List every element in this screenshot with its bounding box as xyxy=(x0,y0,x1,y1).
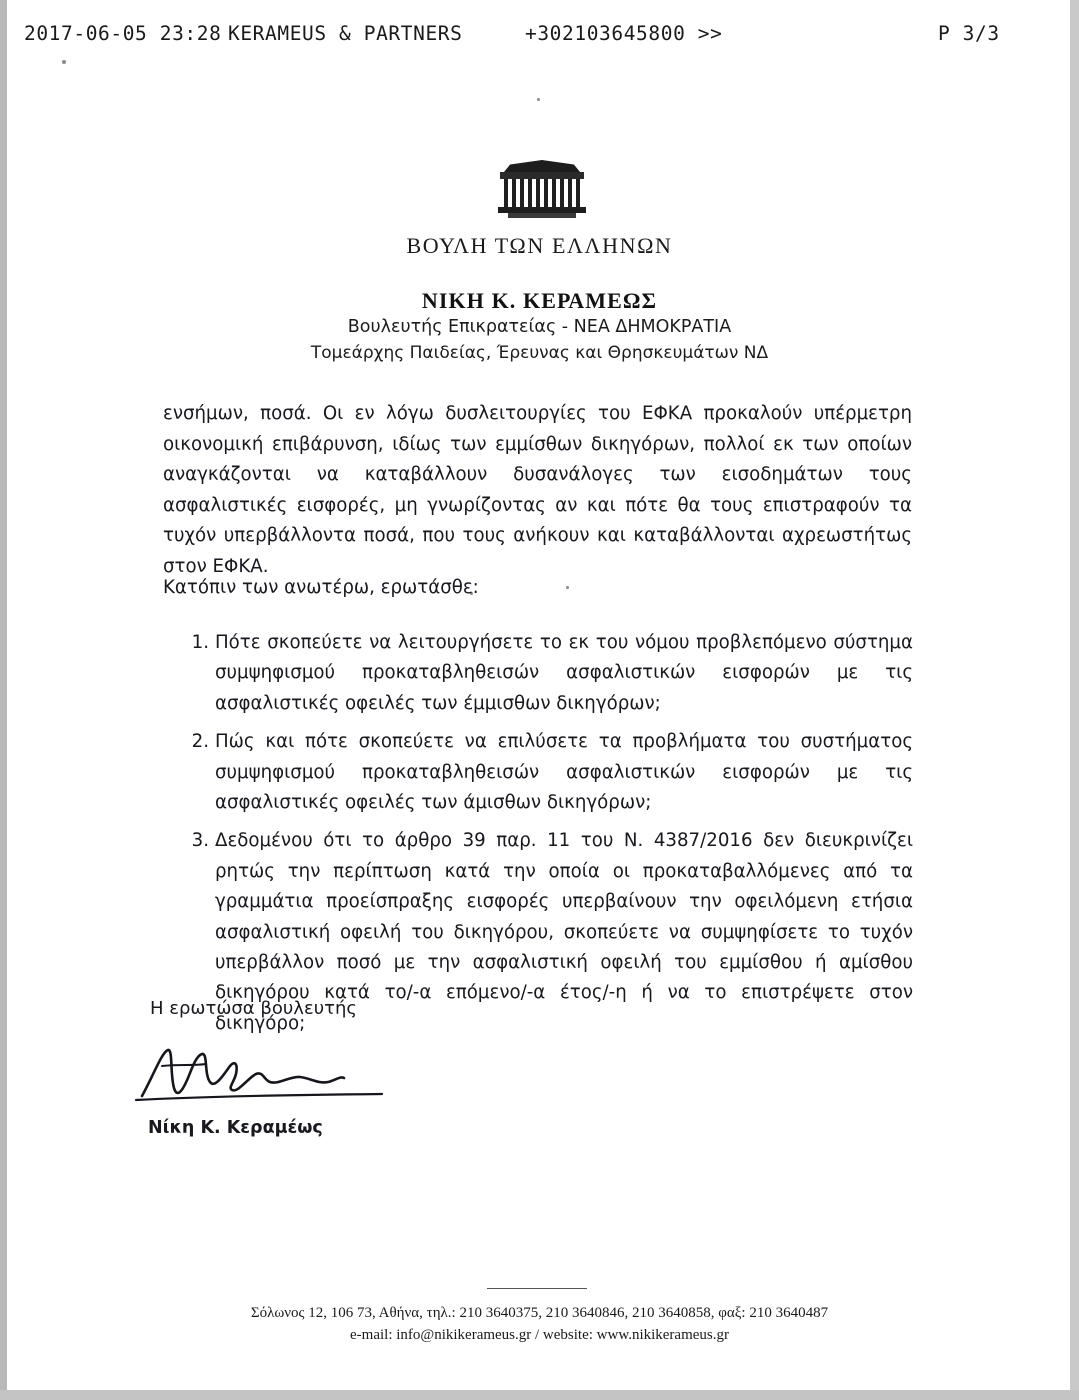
scan-edge-left xyxy=(0,0,7,1400)
scan-speck xyxy=(537,98,540,101)
handwritten-signature-icon xyxy=(132,1044,392,1106)
fax-date: 2017-06-05 23:28 xyxy=(24,22,222,45)
mp-role-line-1: Βουλευτής Επικρατείας - ΝΕΑ ΔΗΜΟΚΡΑΤΙΑ xyxy=(347,317,732,337)
fax-phone-number: +302103645800 >> xyxy=(525,22,723,45)
list-item xyxy=(163,628,913,719)
footer-divider xyxy=(487,1288,587,1289)
emblem-base-lower xyxy=(508,213,576,218)
list-item xyxy=(163,727,913,818)
mp-name: ΝΙΚΗ Κ. ΚΕΡΑΜΕΩΣ xyxy=(421,288,658,313)
scan-edge-right xyxy=(1070,0,1079,1400)
list-item-text: Δεδομένου ότι το άρθρο 39 παρ. 11 του Ν. 4387/2016 δεν διευκρινίζει ρητώς την περίπτωση κατά την οποία οι προκαταβαλλόμενες από τα γραμμάτια προείσπραξης εισφορές υπερβαίνουν την οφειλόμενη ετήσια ασφαλιστική οφειλή του δικηγόρου, σκοπεύετε να συμψηφίσετε το τυχόν υπερβάλλον ποσό με την ασφαλιστική οφειλή του εμμίσθου ή αμίσθου δικηγόρου κατά το/-α επόμενο/-α έτος/-η ή να το επιστρέψετε στον δικηγόρο; xyxy=(215,830,913,1034)
scan-speck xyxy=(62,60,66,64)
footer-contact xyxy=(0,1302,1079,1346)
footer-email-website-line: e-mail: info@nikikerameus.gr / website: www.nikikerameus.gr xyxy=(350,1327,729,1343)
emblem-roof xyxy=(504,160,580,172)
fax-transmission-header xyxy=(20,22,1060,48)
list-item-number: 1. xyxy=(191,632,209,653)
hellenic-parliament-emblem-icon xyxy=(498,160,586,222)
footer-address-line: Σόλωνος 12, 106 73, Αθήνα, τηλ.: 210 3640375, 210 3640846, 210 3640858, φαξ: 210 3640487 xyxy=(250,1305,829,1321)
fax-page-number: P 3/3 xyxy=(938,22,1000,45)
list-item-text: Πώς και πότε σκοπεύετε να επιλύσετε τα προβλήματα του συστήματος συμψηφισμού προκαταβληθεισών ασφαλιστικών εισφορών με τις ασφαλιστικές οφειλές των άμισθων δικηγόρων; xyxy=(215,731,913,814)
list-item-number: 3. xyxy=(191,830,209,852)
scan-edge-bottom xyxy=(0,1390,1079,1400)
organization-name: ΒΟΥΛΗ ΤΩΝ ΕΛΛΗΝΩΝ xyxy=(406,233,673,258)
body-paragraph: ενσήμων, ποσά. Οι εν λόγω δυσλειτουργίες του ΕΦΚΑ προκαλούν υπέρμετρη οικονομική επιβάρυνση, ιδίως των εμμίσθων δικηγόρων, πολλοί εκ των οποίων αναγκάζονται να καταβάλλουν δυσανάλογες των εισοδημάτων τους ασφαλιστικές εισφορές, μη γνωρίζοντας αν και πότε θα τους επιστραφούν τα τυχόν υπερβάλλοντα ποσά, που τους ανήκουν και καταβάλλονται αχρεωστήτως στον ΕΦΚΑ. xyxy=(163,403,912,577)
emblem-columns xyxy=(504,179,580,207)
mp-role-line-2: Τομεάρχης Παιδείας, Έρευνας και Θρησκευμάτων ΝΔ xyxy=(310,343,769,363)
questions-intro: Κατόπιν των ανωτέρω, ερωτάσθε: xyxy=(163,577,479,598)
list-item-text: Πότε σκοπεύετε να λειτουργήσετε το εκ του νόμου προβλεπόμενο σύστημα συμψηφισμού προκαταβληθεισών ασφαλιστικών εισφορών με τις ασφαλιστικές οφειλές των έμμισθων δικηγόρων; xyxy=(215,632,913,714)
signature-label: Η ερωτώσα βουλευτής xyxy=(150,998,357,1019)
emblem-band xyxy=(500,172,584,179)
fax-sender: KERAMEUS & PARTNERS xyxy=(228,22,463,45)
signatory-name: Νίκη Κ. Κεραμέως xyxy=(148,1118,323,1138)
questions-list xyxy=(163,628,913,1047)
list-item-number: 2. xyxy=(191,731,209,753)
